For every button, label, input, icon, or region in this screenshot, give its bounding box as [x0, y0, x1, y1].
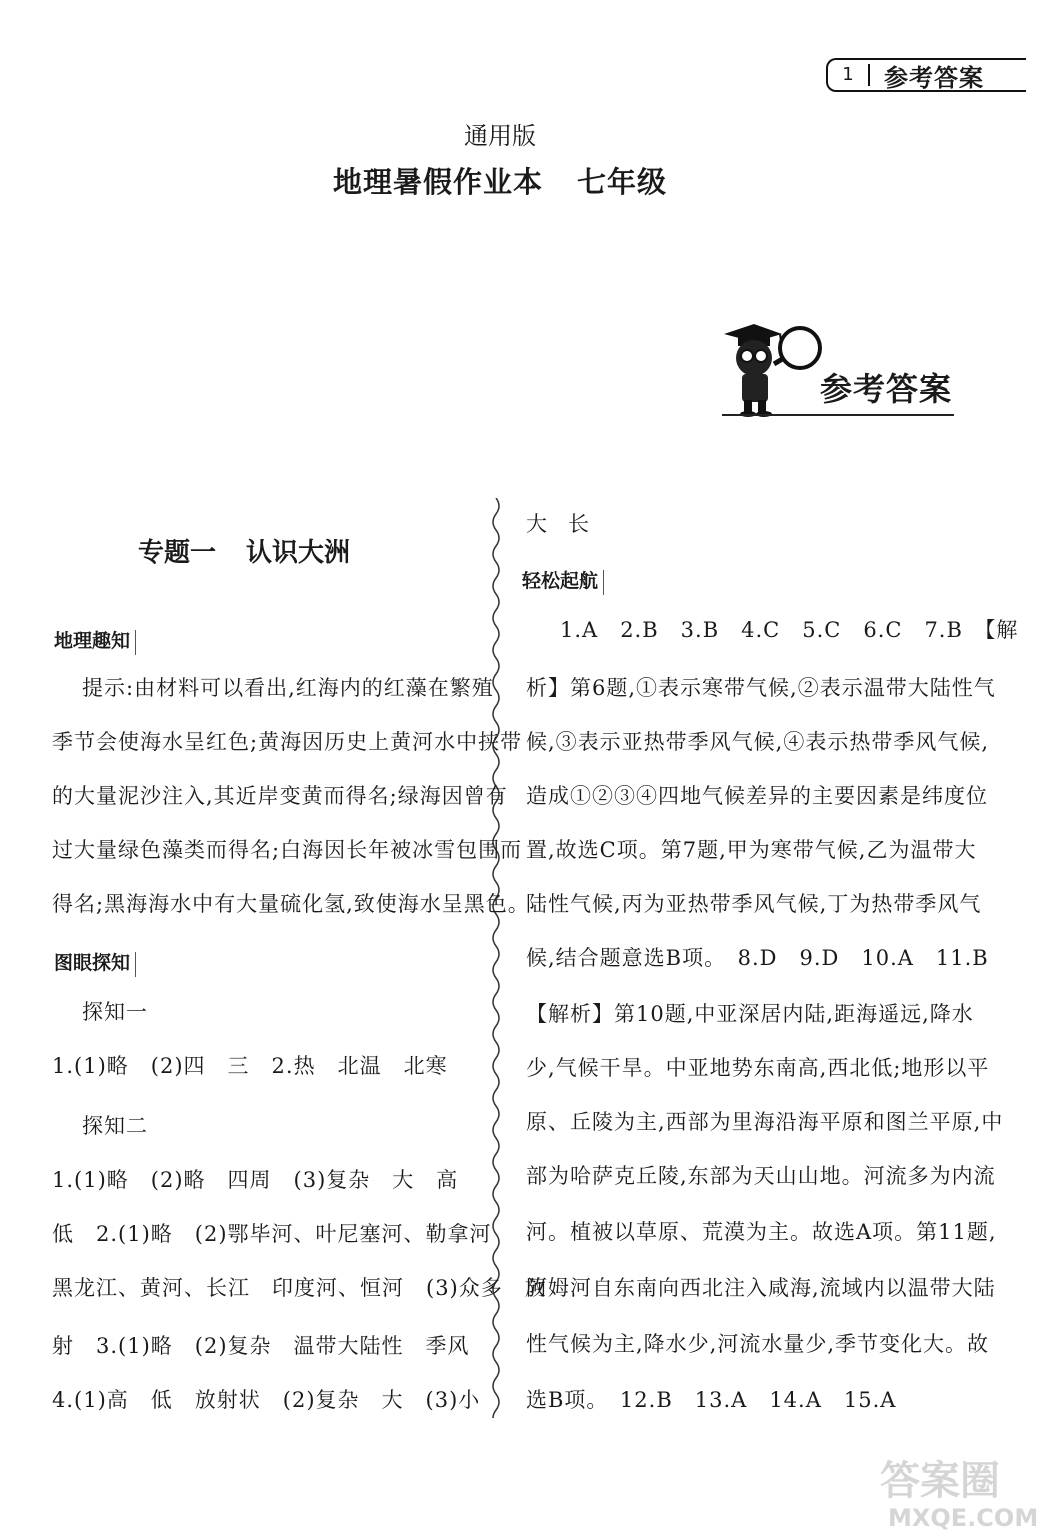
answer-line: 黑龙江、黄河、长江 印度河、恒河 (3)众多 放	[52, 1276, 547, 1300]
answer-line: 过大量绿色藻类而得名;白海因长年被冰雪包围而	[52, 838, 523, 862]
answer-line: 少,气候干旱。中亚地势东南高,西北低;地形以平	[526, 1056, 990, 1080]
page-tab-label: 参考答案	[884, 63, 984, 92]
section-number: 专题一	[137, 538, 216, 568]
svg-text:答案圈: 答案圈	[880, 1458, 1000, 1504]
section-title	[0, 532, 488, 569]
answer-line: 部为哈萨克丘陵,东部为天山山地。河流多为内流	[526, 1164, 996, 1188]
answer-line: 造成①②③④四地气候差异的主要因素是纬度位	[526, 784, 988, 808]
answer-line: 原、丘陵为主,西部为里海沿海平原和图兰平原,中	[526, 1110, 1004, 1134]
answer-line: 陆性气候,丙为亚热带季风气候,丁为热带季风气	[526, 892, 982, 916]
book-title	[0, 160, 1000, 201]
answer-line: 候,③表示亚热带季风气候,④表示热带季风气候,	[526, 730, 990, 754]
explore-label: 探知一	[82, 1000, 148, 1024]
section-name: 认识大洲	[246, 538, 351, 568]
svg-text:MXQE.COM: MXQE.COM	[888, 1504, 1039, 1532]
edition-label: 通用版	[464, 122, 536, 150]
answer-line: 阿姆河自东南向西北注入咸海,流域内以温带大陆	[526, 1276, 996, 1300]
subheading-geography-fun: 地理趣知	[52, 626, 136, 655]
page-number: 1	[828, 64, 870, 86]
answer-line: 季节会使海水呈红色;黄海因历史上黄河水中挟带	[52, 730, 523, 754]
subheading-easy-start: 轻松起航	[520, 566, 604, 595]
answer-line: 选B项。 12.B 13.A 14.A 15.A	[526, 1388, 897, 1412]
answer-line: 1.(1)略 (2)四 三 2.热 北温 北寒	[52, 1054, 448, 1078]
answer-line: 置,故选C项。第7题,甲为寒带气候,乙为温带大	[526, 838, 977, 862]
subheading-map-explore: 图眼探知	[52, 948, 136, 977]
answer-line: 【解析】第10题,中亚深居内陆,距海遥远,降水	[526, 1002, 974, 1026]
answer-line: 的大量泥沙注入,其近岸变黄而得名;绿海因曾有	[52, 784, 508, 808]
answer-line: 射 3.(1)略 (2)复杂 温带大陆性 季风	[52, 1334, 470, 1358]
answer-line: 候,结合题意选B项。 8.D 9.D 10.A 11.B	[526, 946, 989, 970]
answer-line: 4.(1)高 低 放射状 (2)复杂 大 (3)小	[52, 1388, 481, 1412]
answer-line: 析】第6题,①表示寒带气候,②表示温带大陆性气	[526, 676, 996, 700]
answer-line: 提示:由材料可以看出,红海内的红藻在繁殖	[82, 676, 494, 700]
heading-underline	[722, 414, 954, 416]
site-watermark-logo	[874, 1452, 1054, 1532]
answer-line: 1.(1)略 (2)略 四周 (3)复杂 大 高	[52, 1168, 459, 1192]
carry-over-line: 大 长	[526, 512, 589, 536]
answer-line: 性气候为主,降水少,河流水量少,季节变化大。故	[526, 1332, 990, 1356]
explore-label: 探知二	[82, 1114, 148, 1138]
answer-heading: 参考答案	[820, 370, 953, 408]
answer-line: 低 2.(1)略 (2)鄂毕河、叶尼塞河、勒拿河	[52, 1222, 492, 1246]
book-title-main: 地理暑假作业本	[332, 165, 543, 199]
answer-line: 河。植被以草原、荒漠为主。故选A项。第11题,	[526, 1220, 997, 1244]
answer-line: 1.A 2.B 3.B 4.C 5.C 6.C 7.B 【解	[560, 618, 1019, 642]
book-title-grade: 七年级	[577, 165, 668, 199]
page-number-tab	[826, 58, 1026, 92]
answer-line: 得名;黑海海水中有大量硫化氢,致使海水呈黑色。	[52, 892, 530, 916]
